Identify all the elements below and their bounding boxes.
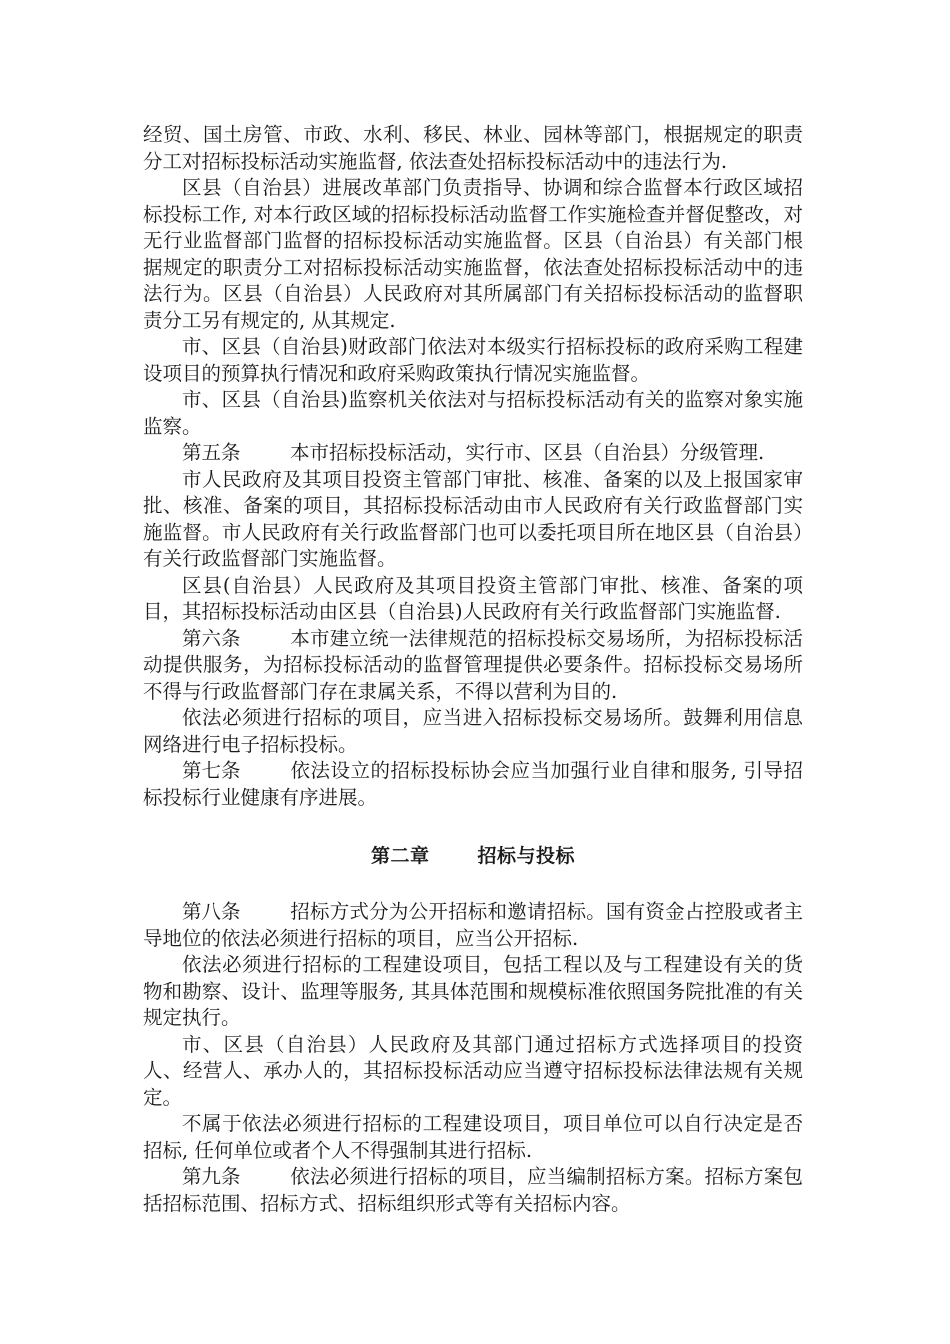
chapter-heading	[143, 843, 803, 869]
paragraph-text: 招标方式分为公开招标和邀请招标。国有资金占控股或者主导地位的依法必须进行招标的项目，应当公开招标.	[143, 900, 803, 950]
paragraph-text: 本市建立统一法律规范的招标投标交易场所，为招标投标活动提供服务，为招标投标活动的监督管理提供必要条件。招标投标交易场所不得与行政监督部门存在隶属关系，不得以营利为目的.	[143, 626, 803, 703]
chapter-number: 第二章	[370, 845, 430, 867]
paragraph-text: 依法必须进行招标的项目，应当进入招标投标交易场所。鼓舞利用信息网络进行电子招标投标。	[143, 706, 803, 756]
section-before-chapter	[143, 122, 803, 811]
article-paragraph	[143, 440, 803, 467]
paragraph-text: 依法必须进行招标的项目，应当编制招标方案。招标方案包括招标范围、招标方式、招标组织形式等有关招标内容。	[143, 1165, 803, 1215]
paragraph-text: 市、区县（自治县)监察机关依法对与招标投标活动有关的监察对象实施监察。	[143, 388, 803, 438]
body-paragraph	[143, 1032, 803, 1112]
body-paragraph	[143, 1111, 803, 1164]
paragraph-text: 市、区县（自治县）人民政府及其部门通过招标方式选择项目的投资人、经营人、承办人的，其招标投标活动应当遵守招标投标法律法规有关规定。	[143, 1032, 803, 1109]
paragraph-text: 依法设立的招标投标协会应当加强行业自律和服务, 引导招标投标行业健康有序进展。	[143, 759, 803, 809]
section-after-chapter	[143, 899, 803, 1217]
body-paragraph	[143, 952, 803, 1032]
body-paragraph	[143, 122, 803, 175]
article-paragraph	[143, 626, 803, 706]
chapter-title: 招标与投标	[477, 845, 576, 867]
document-page	[143, 122, 803, 1217]
paragraph-text: 不属于依法必须进行招标的工程建设项目，项目单位可以自行决定是否招标, 任何单位或者个人不得强制其进行招标.	[143, 1112, 803, 1162]
article-label: 第七条	[182, 759, 241, 782]
article-paragraph	[143, 1164, 803, 1217]
article-label: 第五条	[182, 441, 241, 464]
article-paragraph	[143, 899, 803, 952]
paragraph-text: 经贸、国土房管、市政、水利、移民、林业、园林等部门，根据规定的职责分工对招标投标活动实施监督, 依法查处招标投标活动中的违法行为.	[143, 123, 803, 173]
paragraph-text: 市、区县（自治县)财政部门依法对本级实行招标投标的政府采购工程建设项目的预算执行情况和政府采购政策执行情况实施监督。	[143, 335, 803, 385]
paragraph-text: 市人民政府及其项目投资主管部门审批、核准、备案的以及上报国家审批、核准、备案的项目，其招标投标活动由市人民政府有关行政监督部门实施监督。市人民政府有关行政监督部门也可以委托项目所在地区县（自治县）有关行政监督部门实施监督。	[143, 467, 803, 570]
body-paragraph	[143, 573, 803, 626]
body-paragraph	[143, 467, 803, 573]
body-paragraph	[143, 334, 803, 387]
body-paragraph	[143, 175, 803, 334]
body-paragraph	[143, 705, 803, 758]
paragraph-text: 区县（自治县）进展改革部门负责指导、协调和综合监督本行政区域招标投标工作, 对本行政区域的招标投标活动监督工作实施检查并督促整改，对无行业监督部门监督的招标投标活动实施监督。区县（自治县）有关部门根据规定的职责分工对招标投标活动实施监督，依法查处招标投标活动中的违法行为。区县（自治县）人民政府对其所属部门有关招标投标活动的监督职责分工另有规定的, 从其规定.	[143, 176, 803, 332]
paragraph-text: 本市招标投标活动，实行市、区县（自治县）分级管理.	[290, 441, 765, 464]
paragraph-text: 依法必须进行招标的工程建设项目，包括工程以及与工程建设有关的货物和勘察、设计、监理等服务, 其具体范围和规模标准依照国务院批准的有关规定执行。	[143, 953, 803, 1029]
article-paragraph	[143, 758, 803, 811]
article-label: 第六条	[182, 626, 241, 650]
paragraph-text: 区县(自治县）人民政府及其项目投资主管部门审批、核准、备案的项目，其招标投标活动由区县（自治县)人民政府有关行政监督部门实施监督.	[143, 573, 803, 623]
article-label: 第八条	[182, 900, 241, 923]
article-label: 第九条	[182, 1165, 241, 1188]
body-paragraph	[143, 387, 803, 440]
